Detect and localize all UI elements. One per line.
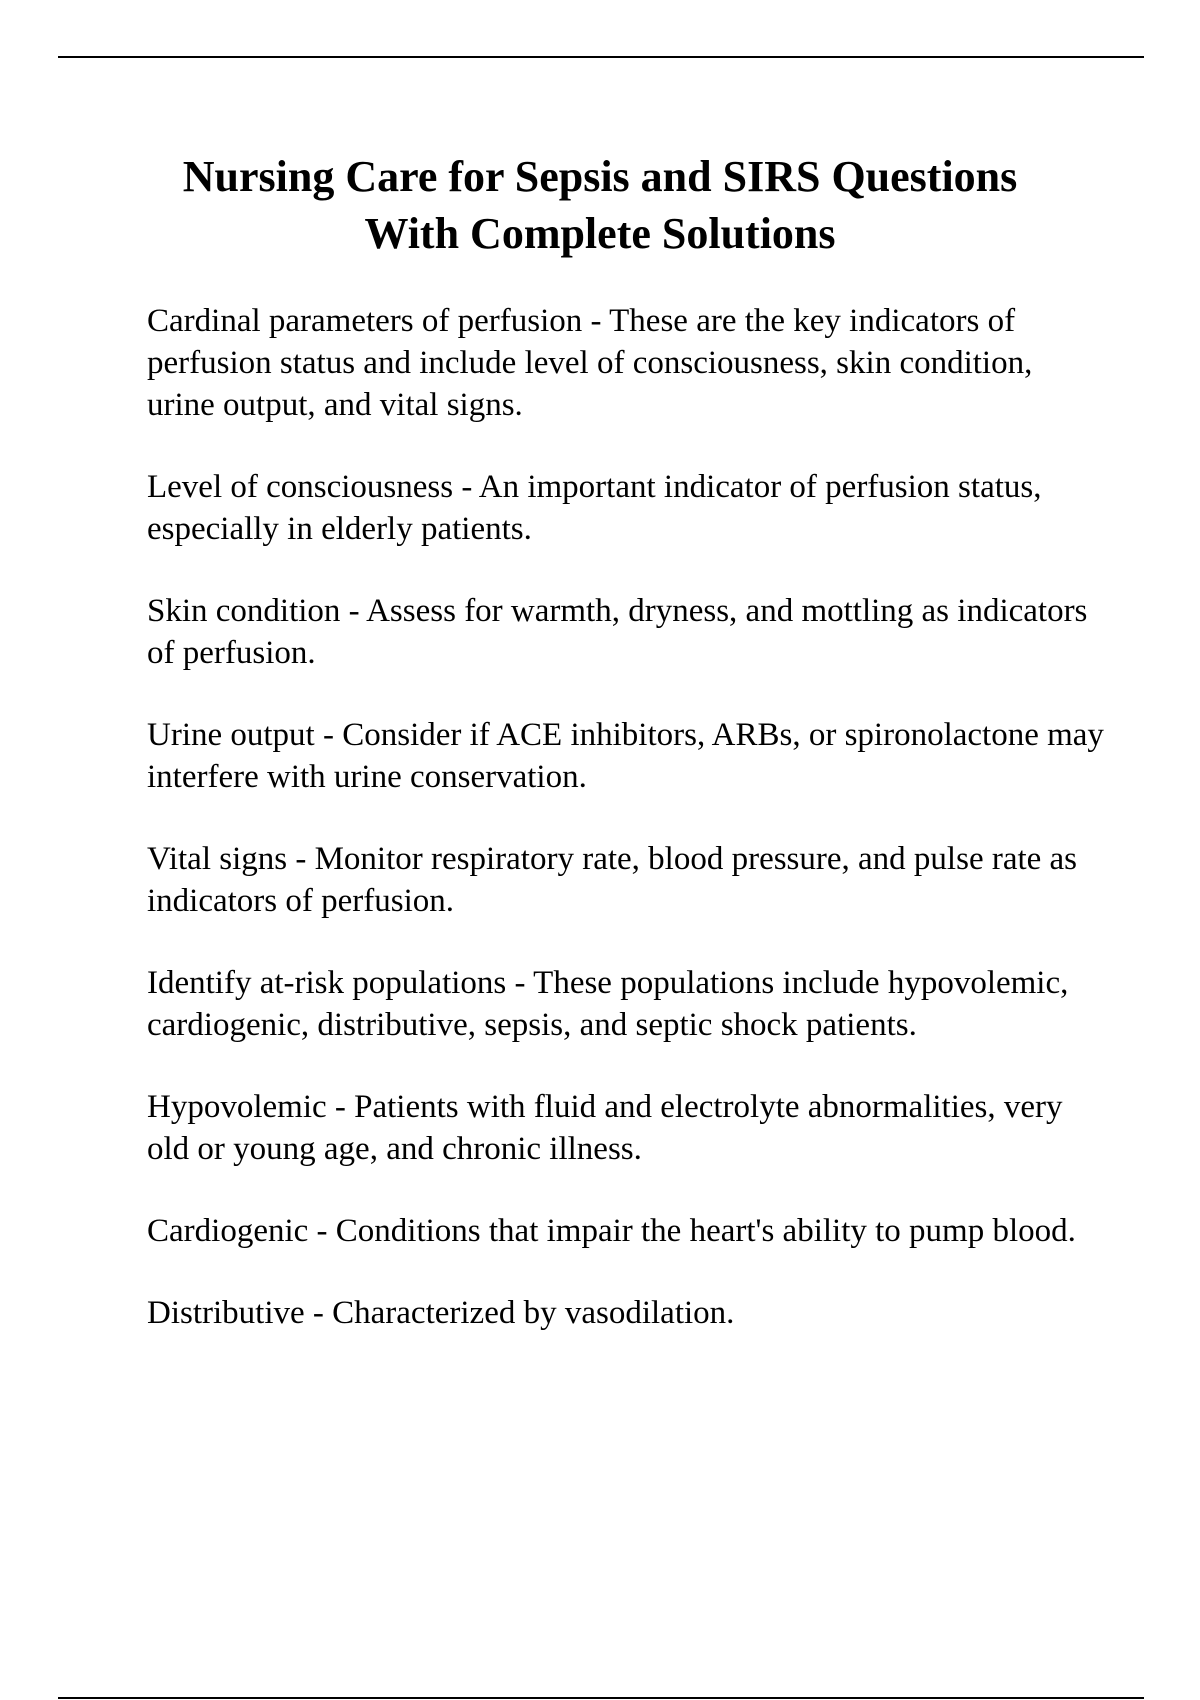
title-line-1: Nursing Care for Sepsis and SIRS Questions <box>182 152 1018 201</box>
entry-urine-output: Urine output - Consider if ACE inhibitors, ARBs, or spironolactone may interfere with urine conservation. <box>147 717 1104 795</box>
bottom-divider <box>58 1697 1144 1699</box>
document-title <box>100 148 1100 262</box>
entry-cardiogenic: Cardiogenic - Conditions that impair the heart's ability to pump blood. <box>147 1213 1076 1249</box>
entry-level-of-consciousness: Level of consciousness - An important indicator of perfusion status, especially in elderly patients. <box>147 469 1042 547</box>
entry-skin-condition: Skin condition - Assess for warmth, dryness, and mottling as indicators of perfusion. <box>147 593 1088 671</box>
entry-distributive: Distributive - Characterized by vasodilation. <box>147 1295 735 1331</box>
title-line-2: With Complete Solutions <box>364 209 836 258</box>
entry-cardinal-parameters: Cardinal parameters of perfusion - These are the key indicators of perfusion status and include level of consciousness, skin condition, urine output, and vital signs. <box>147 303 1033 423</box>
entry-hypovolemic: Hypovolemic - Patients with fluid and electrolyte abnormalities, very old or young age, and chronic illness. <box>147 1089 1063 1167</box>
document-body <box>147 300 1107 1374</box>
entry-at-risk-populations: Identify at-risk populations - These populations include hypovolemic, cardiogenic, distributive, sepsis, and septic shock patients. <box>147 965 1069 1043</box>
top-divider <box>58 56 1144 58</box>
entry-vital-signs: Vital signs - Monitor respiratory rate, blood pressure, and pulse rate as indicators of perfusion. <box>147 841 1078 919</box>
